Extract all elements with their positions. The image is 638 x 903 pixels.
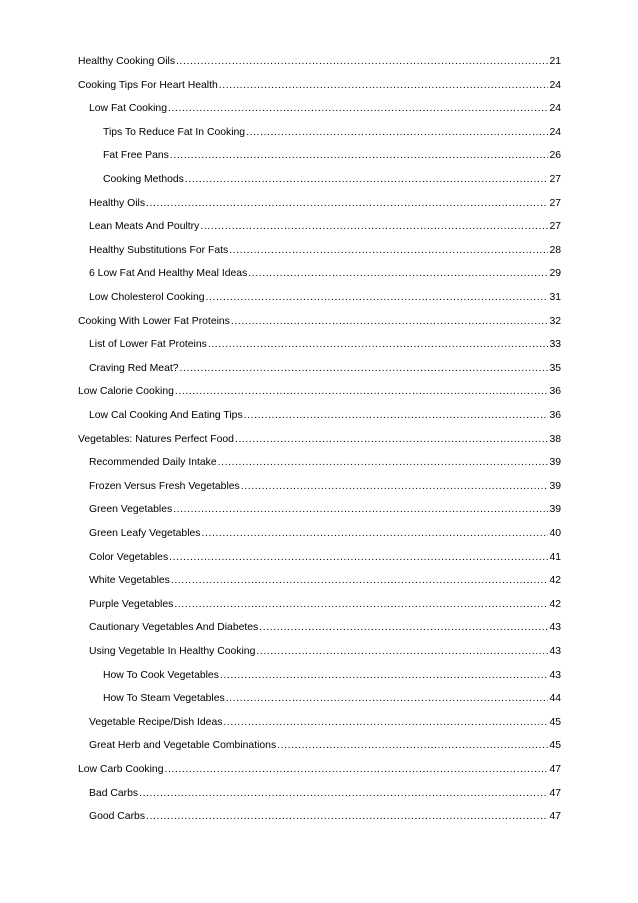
toc-entry-title: Recommended Daily Intake [89, 457, 217, 469]
toc-entry-title: Healthy Oils [89, 197, 146, 209]
toc-entry-page-number: 38 [549, 433, 561, 445]
toc-entry-page-number: 39 [549, 504, 561, 516]
toc-dot-leader [226, 691, 549, 707]
toc-entry-page-number: 32 [549, 315, 561, 327]
toc-entry-title: Cooking With Lower Fat Proteins [78, 315, 230, 327]
toc-entry-title: Healthy Substitutions For Fats [89, 244, 229, 256]
toc-entry[interactable] [89, 479, 561, 495]
toc-dot-leader [171, 573, 549, 589]
toc-entry[interactable] [89, 219, 561, 235]
toc-entry[interactable] [89, 266, 561, 282]
toc-entry-title: Vegetables: Natures Perfect Food [78, 433, 234, 445]
toc-entry[interactable] [103, 148, 561, 164]
toc-dot-leader [231, 314, 549, 330]
toc-entry-title: Cautionary Vegetables And Diabetes [89, 622, 259, 634]
toc-entry-page-number: 41 [549, 551, 561, 563]
toc-dot-leader [169, 550, 548, 566]
toc-entry-page-number: 44 [549, 693, 561, 705]
toc-dot-leader [170, 148, 549, 164]
toc-entry-title: Low Cal Cooking And Eating Tips [89, 410, 243, 421]
toc-entry-page-number: 24 [549, 126, 561, 138]
toc-entry[interactable] [89, 408, 561, 424]
toc-entry-title: White Vegetables [89, 575, 170, 587]
toc-entry-page-number: 33 [549, 339, 561, 351]
toc-entry[interactable] [89, 738, 561, 754]
toc-dot-leader [256, 644, 548, 660]
toc-entry-page-number: 40 [549, 528, 561, 539]
toc-dot-leader [206, 290, 549, 306]
toc-entry[interactable] [89, 502, 561, 518]
toc-entry[interactable] [89, 337, 561, 353]
toc-entry-title: How To Steam Vegetables [103, 693, 225, 705]
toc-dot-leader [259, 620, 548, 636]
toc-entry-title: Craving Red Meat? [89, 362, 179, 374]
toc-entry-page-number: 24 [549, 79, 561, 91]
toc-entry-title: Low Calorie Cooking [78, 386, 174, 398]
toc-entry[interactable] [89, 786, 561, 802]
toc-entry-page-number: 26 [549, 150, 561, 162]
toc-entry-page-number: 21 [549, 56, 561, 67]
toc-entry-title: Frozen Versus Fresh Vegetables [89, 480, 240, 492]
toc-dot-leader [248, 266, 548, 282]
toc-entry-page-number: 27 [549, 197, 561, 209]
toc-entry[interactable] [89, 243, 561, 259]
toc-entry-title: Fat Free Pans [103, 150, 169, 162]
toc-entry-page-number: 43 [549, 669, 561, 681]
toc-entry[interactable] [89, 809, 561, 825]
toc-dot-leader [208, 337, 549, 353]
toc-entry-page-number: 24 [549, 103, 561, 115]
toc-entry[interactable] [78, 384, 561, 400]
toc-dot-leader [146, 196, 548, 212]
toc-dot-leader [175, 384, 549, 400]
toc-entry-page-number: 28 [549, 244, 561, 256]
toc-entry-page-number: 31 [549, 292, 561, 303]
toc-entry-page-number: 36 [549, 410, 561, 421]
toc-entry-title: Green Vegetables [89, 504, 173, 516]
toc-dot-leader [241, 479, 549, 495]
toc-entry[interactable] [78, 762, 561, 778]
toc-entry-title: Low Cholesterol Cooking [89, 292, 205, 303]
toc-dot-leader [244, 408, 549, 424]
toc-dot-leader [202, 526, 549, 542]
toc-entry-title: Vegetable Recipe/Dish Ideas [89, 716, 223, 728]
toc-entry-page-number: 27 [549, 174, 561, 185]
toc-entry[interactable] [89, 597, 561, 613]
toc-dot-leader [176, 54, 548, 70]
toc-entry-title: Purple Vegetables [89, 598, 174, 610]
toc-entry[interactable] [89, 620, 561, 636]
toc-dot-leader [146, 809, 548, 825]
toc-entry-page-number: 36 [549, 386, 561, 398]
toc-entry-title: List of Lower Fat Proteins [89, 339, 207, 351]
toc-entry[interactable] [78, 54, 561, 70]
toc-entry-page-number: 29 [549, 268, 561, 280]
toc-entry[interactable] [78, 78, 561, 94]
toc-entry-title: Lean Meats And Poultry [89, 221, 200, 233]
toc-entry[interactable] [103, 691, 561, 707]
toc-entry-page-number: 45 [549, 716, 561, 728]
toc-entry[interactable] [78, 314, 561, 330]
toc-entry-page-number: 35 [549, 362, 561, 374]
toc-dot-leader [139, 786, 548, 802]
toc-entry-title: Using Vegetable In Healthy Cooking [89, 646, 256, 657]
toc-entry-page-number: 47 [549, 764, 561, 775]
toc-entry[interactable] [89, 550, 561, 566]
toc-entry-title: Great Herb and Vegetable Combinations [89, 740, 277, 752]
toc-entry[interactable] [89, 715, 561, 731]
toc-dot-leader [229, 243, 548, 259]
toc-entry-title: Cooking Tips For Heart Health [78, 79, 218, 91]
toc-dot-leader [277, 738, 548, 754]
toc-entry[interactable] [89, 290, 561, 306]
toc-dot-leader [164, 762, 548, 778]
toc-entry[interactable] [89, 644, 561, 660]
toc-dot-leader [174, 597, 548, 613]
toc-entry-page-number: 39 [549, 480, 561, 492]
toc-dot-leader [219, 78, 549, 94]
toc-entry[interactable] [89, 573, 561, 589]
toc-entry[interactable] [103, 668, 561, 684]
toc-entry-page-number: 42 [549, 598, 561, 610]
toc-entry-title: Cooking Methods [103, 174, 184, 185]
toc-dot-leader [246, 125, 548, 141]
toc-entry[interactable] [78, 432, 561, 448]
toc-entry-title: Tips To Reduce Fat In Cooking [103, 126, 246, 138]
toc-entry[interactable] [103, 125, 561, 141]
toc-entry-page-number: 43 [549, 622, 561, 634]
toc-entry[interactable] [89, 101, 561, 117]
toc-dot-leader [218, 455, 549, 471]
toc-entry-page-number: 27 [549, 221, 561, 233]
toc-entry[interactable] [89, 196, 561, 212]
toc-dot-leader [180, 361, 549, 377]
toc-entry-title: How To Cook Vegetables [103, 669, 219, 681]
toc-entry-title: Color Vegetables [89, 551, 169, 563]
toc-entry[interactable] [103, 172, 561, 188]
toc-dot-leader [168, 101, 548, 117]
toc-entry-page-number: 43 [549, 646, 561, 657]
toc-entry-title: Healthy Cooking Oils [78, 56, 176, 67]
toc-dot-leader [220, 668, 549, 684]
toc-entry-title: Good Carbs [89, 811, 146, 823]
toc-entry[interactable] [89, 455, 561, 471]
toc-entry-page-number: 39 [549, 457, 561, 469]
toc-dot-leader [173, 502, 548, 518]
toc-dot-leader [200, 219, 548, 235]
toc-entry-title: 6 Low Fat And Healthy Meal Ideas [89, 268, 248, 280]
toc-entry-title: Low Fat Cooking [89, 103, 167, 115]
toc-dot-leader [185, 172, 549, 188]
toc-entry-page-number: 47 [549, 811, 561, 823]
toc-entry-page-number: 42 [549, 575, 561, 587]
toc-dot-leader [223, 715, 548, 731]
toc-entry-title: Bad Carbs [89, 787, 139, 799]
toc-entry-title: Low Carb Cooking [78, 764, 164, 775]
toc-entry[interactable] [89, 361, 561, 377]
toc-entry[interactable] [89, 526, 561, 542]
toc-dot-leader [235, 432, 548, 448]
toc-entry-page-number: 47 [549, 787, 561, 799]
toc-entry-page-number: 45 [549, 740, 561, 752]
toc-entry-title: Green Leafy Vegetables [89, 528, 201, 539]
